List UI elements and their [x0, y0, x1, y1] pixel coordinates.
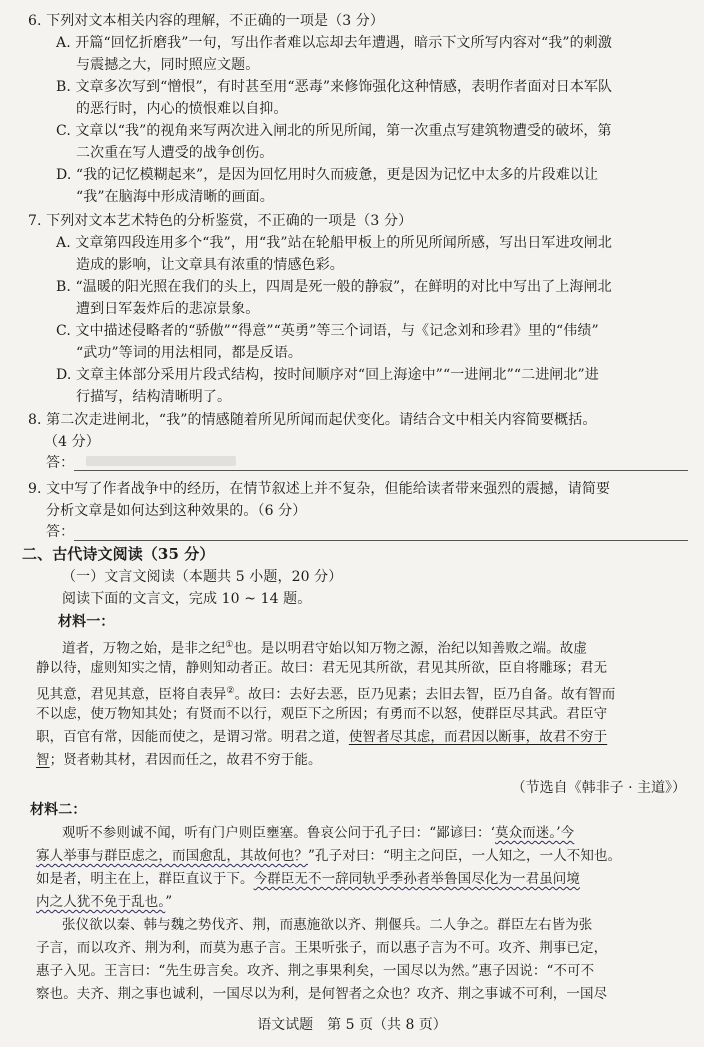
page-footer: 语文试题 第 5 页（共 8 页）: [257, 1017, 447, 1033]
material-2-title: 材料二：: [30, 802, 87, 818]
q6-option-b-cont: 的恶行时，内心的愤恨难以自抑。: [76, 101, 288, 117]
q9-answer-label: 答：: [46, 524, 75, 540]
q8-answer-label: 答：: [46, 455, 75, 471]
q7-option-a: A. 文章第四段连用多个“我”，用“我”站在轮船甲板上的所见所闻所感，写出日军进攻闸北: [56, 235, 612, 251]
section-subtitle: （一）文言文阅读（本题共 5 小题，20 分）: [62, 569, 343, 585]
q8-stem-cont: （4 分）: [44, 434, 100, 450]
material-1-source: （节选自《韩非子 · 主道》）: [511, 780, 686, 796]
material-1-line: 不以虑，使万物知其处；有贤而不以行，观臣下之所因；有勇而不以怒，使群臣尽其武。君臣守: [36, 706, 608, 722]
q7-stem: 7. 下列对文本艺术特色的分析鉴赏，不正确的一项是（3 分）: [28, 213, 413, 229]
material-1-title: 材料一：: [58, 614, 115, 630]
material-2-line: 张仪欲以秦、韩与魏之势伐齐、荆，而惠施欲以齐、荆偃兵。二人争之。群臣左右皆为张: [62, 917, 593, 933]
material-1-line: 道者，万物之始，是非之纪①也。是以明君守始以知万物之源，治纪以知善败之端。故虚: [62, 640, 587, 657]
material-2-line: 寡人举事与群臣虑之，而国愈乱，其故何也？”孔子对曰：“明主之问臣，一人知之，一人不知也。: [36, 848, 622, 864]
material-2-line: 子言，而以攻齐、荆为利，而莫为惠子言。王果听张子，而以惠子言为不可。攻齐、荆事已定，: [36, 940, 608, 956]
q8-answer-line[interactable]: [74, 470, 688, 471]
q7-option-b-cont: 遭到日军轰炸后的悲凉景象。: [76, 301, 260, 317]
q7-option-b: B. “温暖的阳光照在我们的头上，四周是死一般的静寂”，在鲜明的对比中写出了上海闸北: [56, 279, 612, 295]
q7-option-a-cont: 造成的影响，让文章具有浓重的情感色彩。: [76, 257, 344, 273]
material-2-line: 如是者，明主在上，群臣直议于下。今群臣无不一辞同轨乎季孙者举鲁国尽化为一君虽问境: [36, 871, 581, 887]
q6-option-b: B. 文章多次写到“憎恨”，有时甚至用“恶毒”来修饰强化这种情感，表明作者面对日本军队: [56, 79, 613, 95]
q9-stem-cont: 分析文章是如何达到这种效果的。（6 分）: [46, 503, 307, 519]
q9-stem: 9. 文中写了作者战争中的经历，在情节叙述上并不复杂，但能给读者带来强烈的震撼，请简要: [28, 481, 611, 497]
q7-option-d-cont: 行描写，结构清晰明了。: [76, 389, 232, 405]
q9-answer-line[interactable]: [74, 540, 688, 541]
material-1-line: 智；贤者勅其材，君因而任之，故君不穷于能。: [36, 752, 322, 768]
q6-option-a: A. 开篇“回忆折磨我”一句，写出作者难以忘却去年遭遇，暗示下文所写内容对“我”的刺激: [56, 35, 612, 51]
scan-smudge: [86, 456, 236, 466]
q6-option-d-cont: “我”在脑海中形成清晰的画面。: [76, 189, 274, 205]
q6-option-d: D. “我的记忆模糊起来”，是因为回忆用时久而疲惫，更是因为记忆中太多的片段难以让: [56, 167, 599, 183]
material-1-line: 职，百官有常，因能而使之，是谓习常。明君之道，使智者尽其虑，而君因以断事，故君不穷于: [36, 729, 608, 745]
material-2-line: 察也。夫齐、荆之事也诚利，一国尽以为利，是何智者之众也？攻齐、荆之事诚不可利，一国尽: [36, 986, 608, 1002]
q6-stem: 6. 下列对文本相关内容的理解，不正确的一项是（3 分）: [28, 13, 384, 29]
material-1-line: 静以待，虚则知实之情，静则知动者正。故曰：君无见其所欲，君见其所欲，臣自将雕琢；君无: [36, 660, 608, 676]
q7-option-d: D. 文章主体部分采用片段式结构，按时间顺序对“回上海途中”“一进闸北”“二进闸北”进: [56, 367, 599, 383]
q6-option-c: C. 文章以“我”的视角来写两次进入闸北的所见所闻，第一次重点写建筑物遭受的破坏，第: [56, 123, 612, 139]
material-2-line: 惠子入见。王言曰：“先生毋言矣。攻齐、荆之事果利矣，一国尽以为然。”惠子因说：“不可不: [36, 963, 595, 979]
q7-option-c-cont: “武功”等词的用法相同，都是反语。: [76, 345, 303, 361]
material-1-line: 见其意，君见其意，臣将自表异②。故曰：去好去恶，臣乃见素；去旧去智，臣乃自备。故有智而: [36, 686, 616, 703]
section-title: 二、古代诗文阅读（35 分）: [22, 545, 215, 563]
section-instruction: 阅读下面的文言文，完成 10 ~ 14 题。: [62, 591, 312, 607]
q7-option-c: C. 文中描述侵略者的“骄傲”“得意”“英勇”等三个词语，与《记念刘和珍君》里的“伟绩”: [56, 323, 599, 339]
q6-option-a-cont: 与震撼之大，同时照应文题。: [76, 57, 260, 73]
q6-option-c-cont: 二次重在写人遭受的战争创伤。: [76, 145, 274, 161]
q8-stem: 8. 第二次走进闸北，“我”的情感随着所见所闻而起伏变化。请结合文中相关内容简要概括。: [28, 412, 597, 428]
material-2-line: 观听不参则诚不闻，听有门户则臣壅塞。鲁哀公问于孔子曰：“鄙谚曰：‘莫众而迷。’今: [62, 825, 575, 841]
material-2-line: 内之人犹不免于乱也。”: [36, 894, 173, 910]
